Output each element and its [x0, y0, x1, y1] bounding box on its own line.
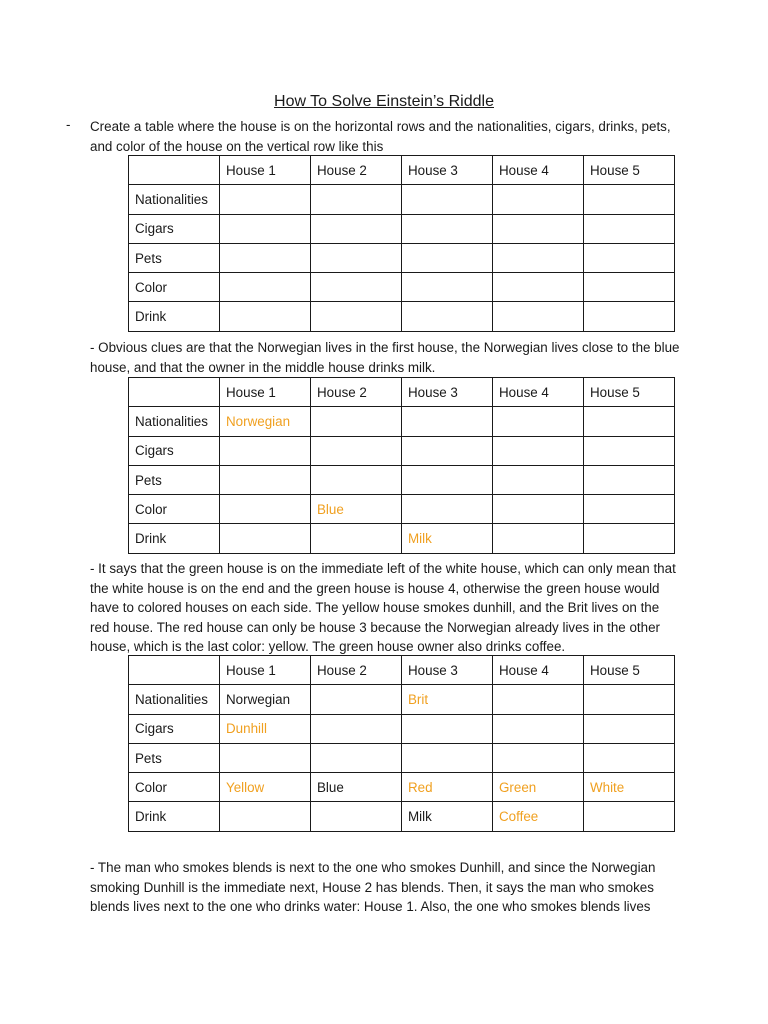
table-cell — [402, 714, 493, 743]
table-cell — [402, 436, 493, 465]
table-cell: House 4 — [493, 378, 584, 407]
table-cell — [402, 743, 493, 772]
table-header-row — [129, 156, 675, 185]
table-cell-highlight: Milk — [402, 524, 493, 553]
table-cell — [584, 407, 675, 436]
table-cell — [311, 714, 402, 743]
table-cell — [220, 185, 311, 214]
table-cell — [584, 743, 675, 772]
table-cell — [493, 214, 584, 243]
table-cell — [129, 656, 220, 685]
table-cell — [311, 743, 402, 772]
table-row — [129, 185, 675, 214]
table-row — [129, 436, 675, 465]
table-cell — [493, 302, 584, 331]
table-cell: House 3 — [402, 378, 493, 407]
table-cell — [220, 214, 311, 243]
table-cell — [493, 185, 584, 214]
table-cell — [402, 273, 493, 302]
table-header-row — [129, 656, 675, 685]
table-cell — [311, 407, 402, 436]
table-cell — [220, 436, 311, 465]
table-row — [129, 524, 675, 553]
table-cell — [220, 743, 311, 772]
table-cell — [493, 436, 584, 465]
table-cell: Drink — [129, 802, 220, 831]
table-cell — [402, 214, 493, 243]
table-cell: House 5 — [584, 156, 675, 185]
table-cell — [402, 243, 493, 272]
table-cell — [402, 302, 493, 331]
table-cell — [584, 185, 675, 214]
table-cell — [311, 273, 402, 302]
table-cell — [584, 714, 675, 743]
house-table-2 — [128, 377, 675, 554]
paragraph-4: - The man who smokes blends is next to the one who smokes Dunhill, and since the Norwegian smoking Dunhill is the immediate next, House 2 has blends. Then, it says the man who smokes blends lives next to the one who drinks water: House 1. Also, the one who smokes blends lives — [90, 860, 656, 914]
table-cell — [129, 156, 220, 185]
table-cell-highlight: Yellow — [220, 773, 311, 802]
table-cell: Cigars — [129, 714, 220, 743]
table-cell-highlight: White — [584, 773, 675, 802]
table-cell: Norwegian — [220, 685, 311, 714]
table-cell — [220, 273, 311, 302]
table-row — [129, 465, 675, 494]
table-cell: House 2 — [311, 156, 402, 185]
table-cell — [584, 436, 675, 465]
table-cell: House 3 — [402, 656, 493, 685]
table-row — [129, 407, 675, 436]
paragraph-3: - It says that the green house is on the immediate left of the white house, which can only mean that the white house is on the end and the green house is house 4, otherwise the green house would have to colored houses on each side. The yellow house smokes dunhill, and the Brit lives on the red house. The red house can only be house 3 because the Norwegian already lives in the other house, which is the last color: yellow. The green house owner also drinks coffee. — [90, 561, 676, 654]
table-cell: Pets — [129, 743, 220, 772]
table-cell — [311, 214, 402, 243]
table-row — [129, 802, 675, 831]
page-title: How To Solve Einstein’s Riddle — [274, 93, 494, 110]
table-cell: Color — [129, 773, 220, 802]
table-cell — [493, 743, 584, 772]
table-cell — [220, 243, 311, 272]
table-cell — [584, 214, 675, 243]
table-cell — [493, 407, 584, 436]
table-row — [129, 743, 675, 772]
table-cell: House 5 — [584, 378, 675, 407]
table-cell-highlight: Blue — [311, 495, 402, 524]
table-row — [129, 273, 675, 302]
table-cell — [402, 407, 493, 436]
table-cell — [311, 524, 402, 553]
table-cell — [402, 185, 493, 214]
table-cell — [402, 465, 493, 494]
table-cell: House 2 — [311, 378, 402, 407]
table-cell: Drink — [129, 524, 220, 553]
table-cell — [311, 302, 402, 331]
paragraph-2: - Obvious clues are that the Norwegian lives in the first house, the Norwegian lives close to the blue house, and that the owner in the middle house drinks milk. — [90, 340, 680, 375]
table-cell-highlight: Norwegian — [220, 407, 311, 436]
table-cell-highlight: Brit — [402, 685, 493, 714]
table-cell — [584, 243, 675, 272]
table-cell — [584, 802, 675, 831]
table-cell: House 5 — [584, 656, 675, 685]
table-cell — [493, 243, 584, 272]
table-cell — [493, 524, 584, 553]
table-row — [129, 495, 675, 524]
table-cell: Color — [129, 495, 220, 524]
table-cell: Drink — [129, 302, 220, 331]
table-cell: Milk — [402, 802, 493, 831]
table-cell: House 3 — [402, 156, 493, 185]
table-cell: House 2 — [311, 656, 402, 685]
table-row — [129, 214, 675, 243]
table-cell — [493, 495, 584, 524]
table-cell — [493, 685, 584, 714]
table-row — [129, 243, 675, 272]
table-cell: Blue — [311, 773, 402, 802]
table-cell — [311, 465, 402, 494]
table-cell — [402, 495, 493, 524]
table-row — [129, 714, 675, 743]
table-row — [129, 685, 675, 714]
table-cell — [493, 465, 584, 494]
table-row — [129, 302, 675, 331]
table-cell: Nationalities — [129, 685, 220, 714]
table-cell — [311, 802, 402, 831]
table-cell: Pets — [129, 243, 220, 272]
table-cell — [311, 436, 402, 465]
table-row — [129, 773, 675, 802]
table-cell: Nationalities — [129, 407, 220, 436]
house-table-3 — [128, 655, 675, 832]
table-header-row — [129, 378, 675, 407]
table-cell — [584, 495, 675, 524]
table-cell: Cigars — [129, 436, 220, 465]
table-cell — [311, 243, 402, 272]
table-cell — [584, 685, 675, 714]
table-cell — [584, 465, 675, 494]
table-cell — [220, 302, 311, 331]
table-cell — [220, 524, 311, 553]
bullet-marker: - — [66, 117, 71, 132]
house-table-1 — [128, 155, 675, 332]
table-cell-highlight: Red — [402, 773, 493, 802]
table-cell — [220, 802, 311, 831]
table-cell — [584, 273, 675, 302]
table-cell: Color — [129, 273, 220, 302]
table-cell — [493, 273, 584, 302]
table-cell — [311, 185, 402, 214]
table-cell: House 1 — [220, 378, 311, 407]
table-cell: House 4 — [493, 656, 584, 685]
table-cell: Nationalities — [129, 185, 220, 214]
table-cell — [584, 524, 675, 553]
table-cell — [220, 465, 311, 494]
table-cell-highlight: Green — [493, 773, 584, 802]
table-cell — [129, 378, 220, 407]
table-cell: Pets — [129, 465, 220, 494]
table-cell: House 1 — [220, 156, 311, 185]
paragraph-1: Create a table where the house is on the horizontal rows and the nationalities, cigars, drinks, pets, and color of the house on the vertical row like this — [90, 119, 671, 154]
table-cell — [220, 495, 311, 524]
table-cell — [584, 302, 675, 331]
table-cell-highlight: Coffee — [493, 802, 584, 831]
table-cell-highlight: Dunhill — [220, 714, 311, 743]
table-cell — [493, 714, 584, 743]
table-cell: House 1 — [220, 656, 311, 685]
table-cell: House 4 — [493, 156, 584, 185]
table-cell — [311, 685, 402, 714]
table-cell: Cigars — [129, 214, 220, 243]
